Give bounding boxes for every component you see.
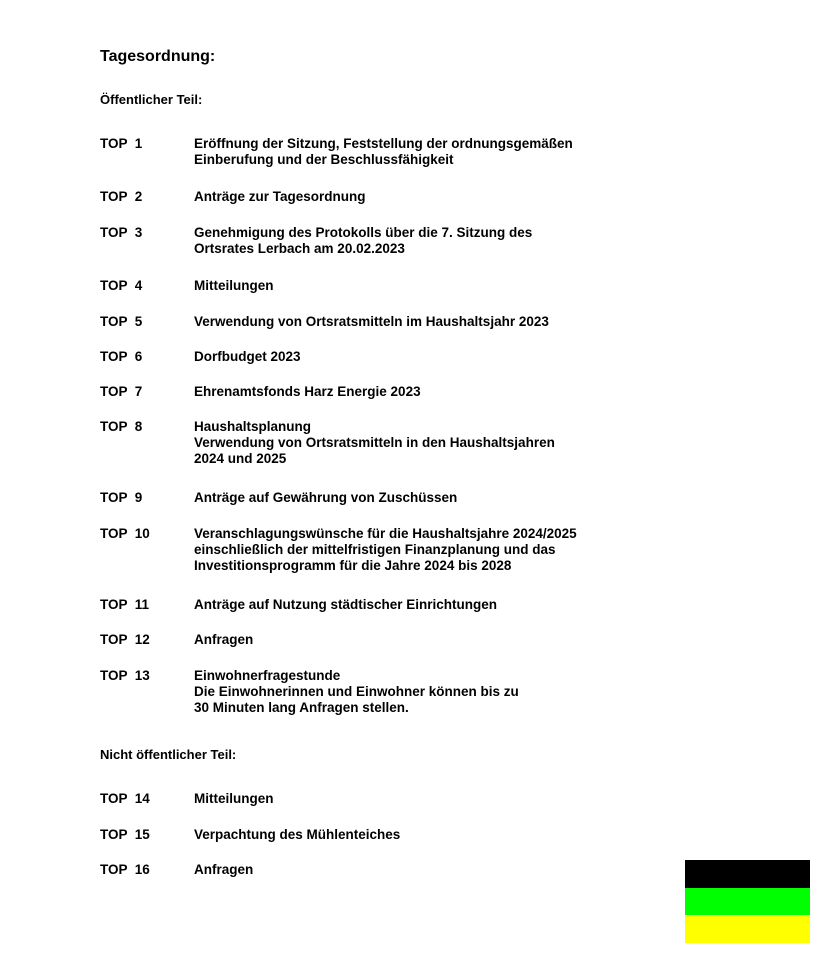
agenda-item-6	[100, 349, 700, 365]
agenda-item-number: TOP 10	[100, 526, 150, 541]
public-section-heading: Öffentlicher Teil:	[100, 92, 203, 107]
agenda-item-text: 2024 und 2025	[194, 451, 287, 466]
agenda-item-text: Mitteilungen	[194, 278, 274, 293]
agenda-item-number: TOP 1	[100, 136, 143, 151]
flag-stripe-black	[685, 860, 810, 888]
agenda-item-text: Mitteilungen	[194, 791, 274, 806]
agenda-item-number: TOP 8	[100, 419, 143, 434]
agenda-item-text: Investitionsprogramm für die Jahre 2024 bis 2028	[194, 558, 512, 573]
flag-stripe-green	[685, 888, 810, 916]
agenda-item-text: Anträge auf Gewährung von Zuschüssen	[194, 490, 458, 505]
agenda-item-3	[100, 225, 700, 257]
agenda-item-number: TOP 11	[100, 597, 150, 612]
agenda-item-number: TOP 16	[100, 862, 150, 877]
agenda-item-4	[100, 278, 700, 294]
agenda-item-11	[100, 597, 700, 613]
flag-stripe-yellow	[685, 915, 810, 943]
agenda-item-text: Eröffnung der Sitzung, Feststellung der ordnungsgemäßen	[194, 136, 573, 151]
agenda-item-number: TOP 13	[100, 668, 150, 683]
agenda-item-text: Ehrenamtsfonds Harz Energie 2023	[194, 384, 421, 399]
agenda-item-14	[100, 791, 700, 807]
agenda-item-text: Anträge auf Nutzung städtischer Einrichtungen	[194, 597, 498, 612]
agenda-item-number: TOP 4	[100, 278, 143, 293]
agenda-item-number: TOP 12	[100, 632, 150, 647]
agenda-item-text: Anfragen	[194, 862, 254, 877]
agenda-item-text: Verpachtung des Mühlenteiches	[194, 827, 401, 842]
agenda-item-text: Die Einwohnerinnen und Einwohner können bis zu	[194, 684, 519, 699]
agenda-item-number: TOP 2	[100, 189, 143, 204]
agenda-item-number: TOP 7	[100, 384, 143, 399]
agenda-item-10	[100, 526, 700, 574]
agenda-item-text: Einberufung und der Beschlussfähigkeit	[194, 152, 454, 167]
agenda-item-number: TOP 9	[100, 490, 143, 505]
flag-emblem	[685, 860, 810, 943]
page-title: Tagesordnung:	[100, 48, 216, 65]
agenda-item-number: TOP 15	[100, 827, 150, 842]
private-section-heading: Nicht öffentlicher Teil:	[100, 747, 237, 762]
agenda-item-5	[100, 314, 700, 330]
agenda-item-9	[100, 490, 700, 506]
agenda-item-number: TOP 3	[100, 225, 143, 240]
agenda-item-text: Einwohnerfragestunde	[194, 668, 341, 683]
agenda-item-2	[100, 189, 700, 205]
agenda-item-8	[100, 419, 700, 467]
agenda-item-13	[100, 668, 700, 716]
agenda-item-text: Veranschlagungswünsche für die Haushaltsjahre 2024/2025	[194, 526, 577, 541]
agenda-item-12	[100, 632, 700, 648]
agenda-item-text: 30 Minuten lang Anfragen stellen.	[194, 700, 409, 715]
agenda-item-text: Ortsrates Lerbach am 20.02.2023	[194, 241, 405, 256]
agenda-item-16	[100, 862, 700, 878]
agenda-item-number: TOP 6	[100, 349, 143, 364]
agenda-item-number: TOP 14	[100, 791, 150, 806]
agenda-item-text: Anfragen	[194, 632, 254, 647]
agenda-item-15	[100, 827, 700, 843]
agenda-item-1	[100, 136, 700, 168]
agenda-item-text: Dorfbudget 2023	[194, 349, 301, 364]
agenda-item-7	[100, 384, 700, 400]
agenda-item-text: Verwendung von Ortsratsmitteln im Haushaltsjahr 2023	[194, 314, 549, 329]
agenda-item-number: TOP 5	[100, 314, 143, 329]
agenda-item-text: Genehmigung des Protokolls über die 7. Sitzung des	[194, 225, 533, 240]
agenda-item-text: Verwendung von Ortsratsmitteln in den Haushaltsjahren	[194, 435, 555, 450]
agenda-item-text: Anträge zur Tagesordnung	[194, 189, 366, 204]
agenda-item-text: einschließlich der mittelfristigen Finanzplanung und das	[194, 542, 556, 557]
agenda-item-text: Haushaltsplanung	[194, 419, 312, 434]
